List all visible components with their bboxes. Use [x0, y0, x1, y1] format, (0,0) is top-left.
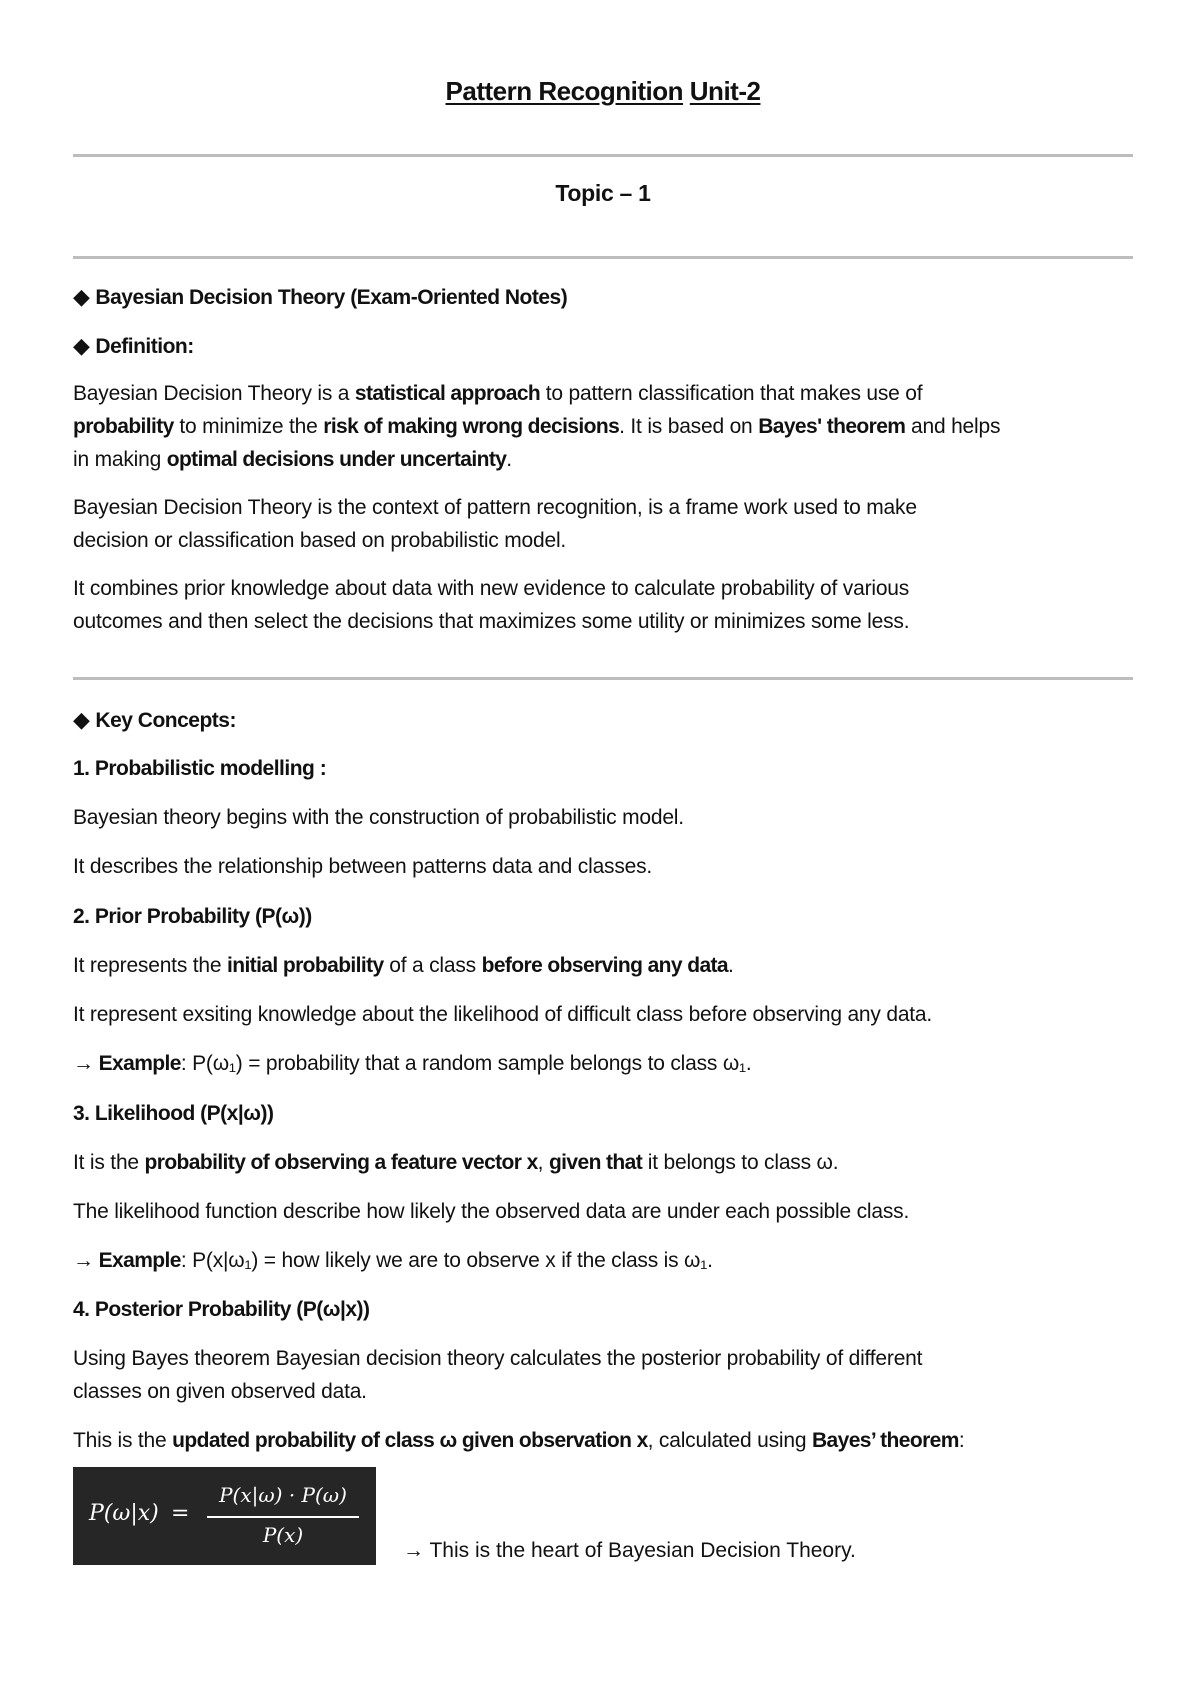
concept-2-heading: 2. Prior Probability (P(ω)) [73, 905, 312, 928]
bold-text: Bayes’ theorem [811, 1429, 959, 1452]
divider [73, 677, 1133, 680]
text: : P(x|ω₁) = how likely we are to observe x if the class is ω₁. [180, 1249, 713, 1272]
bold-text: risk of making wrong decisions [323, 415, 620, 438]
concept-2-example [73, 1047, 1133, 1080]
text: . [506, 448, 512, 471]
bold-text: updated probability of class ω given observation x [172, 1429, 648, 1452]
concept-3-example [73, 1244, 1133, 1277]
arrow-icon: → [73, 1249, 99, 1272]
title-part-2: Unit-2 [689, 76, 761, 106]
text: Bayesian Decision Theory is a [73, 382, 355, 405]
concept-4-paragraph [73, 1342, 1133, 1408]
text-line: It describes the relationship between patterns data and classes. [73, 855, 653, 878]
text: in making [73, 448, 167, 471]
fraction-bar [207, 1516, 359, 1518]
bayes-formula-image [73, 1467, 376, 1565]
formula-equals: = [171, 1501, 190, 1526]
bold-text: probability of observing a feature vector x [144, 1151, 538, 1174]
divider [73, 154, 1133, 157]
text-line: It combines prior knowledge about data with new evidence to calculate probability of various [73, 577, 910, 600]
definition-paragraph-1 [73, 377, 1133, 476]
concept-3-line [73, 1146, 1133, 1179]
example-label: Example [98, 1249, 181, 1272]
text: It represents the [73, 954, 227, 977]
concept-4-line [73, 1424, 1133, 1457]
diamond-bullet-icon: ◆ [73, 284, 90, 309]
concept-2-line [73, 949, 1133, 982]
definition-paragraph-2 [73, 491, 1133, 557]
text-line: Bayesian Decision Theory is the context of pattern recognition, is a frame work used to make [73, 496, 917, 519]
text-line: Bayesian theory begins with the construction of probabilistic model. [73, 806, 684, 829]
key-concepts-heading-text: Key Concepts: [95, 709, 236, 732]
text-line: Using Bayes theorem Bayesian decision theory calculates the posterior probability of different [73, 1347, 923, 1370]
concept-1-heading: 1. Probabilistic modelling : [73, 757, 327, 780]
title-part-1: Pattern Recognition [445, 76, 684, 106]
text: : P(ω₁) = probability that a random sample belongs to class ω₁. [180, 1052, 752, 1075]
page-title [73, 76, 1133, 107]
text: This is the [73, 1429, 173, 1452]
text: , calculated using [647, 1429, 812, 1452]
diamond-bullet-icon: ◆ [73, 333, 90, 358]
text: of a class [383, 954, 482, 977]
section-heading-text: Bayesian Decision Theory (Exam-Oriented Notes) [95, 286, 568, 309]
bold-text: before observing any data [481, 954, 728, 977]
formula-numerator: P(x|ω) · P(ω) [219, 1483, 347, 1507]
formula-lhs: P(ω|x) [89, 1501, 159, 1526]
bold-text: initial probability [226, 954, 384, 977]
concept-1-line [73, 850, 1133, 883]
divider [73, 256, 1133, 259]
concept-3-line [73, 1195, 1133, 1228]
concept-3-heading: 3. Likelihood (P(x|ω)) [73, 1102, 274, 1125]
concept-2-line [73, 998, 1133, 1031]
bold-text: optimal decisions under uncertainty [166, 448, 507, 471]
section-heading [73, 284, 567, 310]
key-concepts-heading [73, 707, 236, 733]
text: to pattern classification that makes use of [540, 382, 923, 405]
topic-heading: Topic – 1 [555, 180, 651, 206]
text-line: classes on given observed data. [73, 1380, 367, 1403]
text-line: The likelihood function describe how likely the observed data are under each possible class. [73, 1200, 910, 1223]
bold-text: Bayes' theorem [758, 415, 906, 438]
definition-paragraph-3 [73, 572, 1133, 638]
text: , [537, 1151, 549, 1174]
text-line: outcomes and then select the decisions that maximizes some utility or minimizes some less. [73, 610, 910, 633]
definition-heading [73, 333, 194, 359]
text: . It is based on [619, 415, 759, 438]
text: It is the [73, 1151, 145, 1174]
bold-text: statistical approach [354, 382, 541, 405]
text-line: It represent exsiting knowledge about the likelihood of difficult class before observing any data. [73, 1003, 933, 1026]
concept-1-line [73, 801, 1133, 834]
bold-text: given that [548, 1151, 643, 1174]
diamond-bullet-icon: ◆ [73, 707, 90, 732]
text: to minimize the [173, 415, 324, 438]
concept-4-heading: 4. Posterior Probability (P(ω|x)) [73, 1298, 370, 1321]
formula-caption: → This is the heart of Bayesian Decision Theory. [403, 1539, 856, 1562]
text: and helps [905, 415, 1001, 438]
definition-heading-text: Definition: [95, 335, 194, 358]
text: . [728, 954, 734, 977]
formula-denominator: P(x) [262, 1523, 304, 1547]
text: : [958, 1429, 965, 1452]
text: it belongs to class ω. [642, 1151, 839, 1174]
text-line: decision or classification based on probabilistic model. [73, 529, 567, 552]
arrow-icon: → [73, 1052, 99, 1075]
example-label: Example [98, 1052, 181, 1075]
bold-text: probability [73, 415, 174, 438]
